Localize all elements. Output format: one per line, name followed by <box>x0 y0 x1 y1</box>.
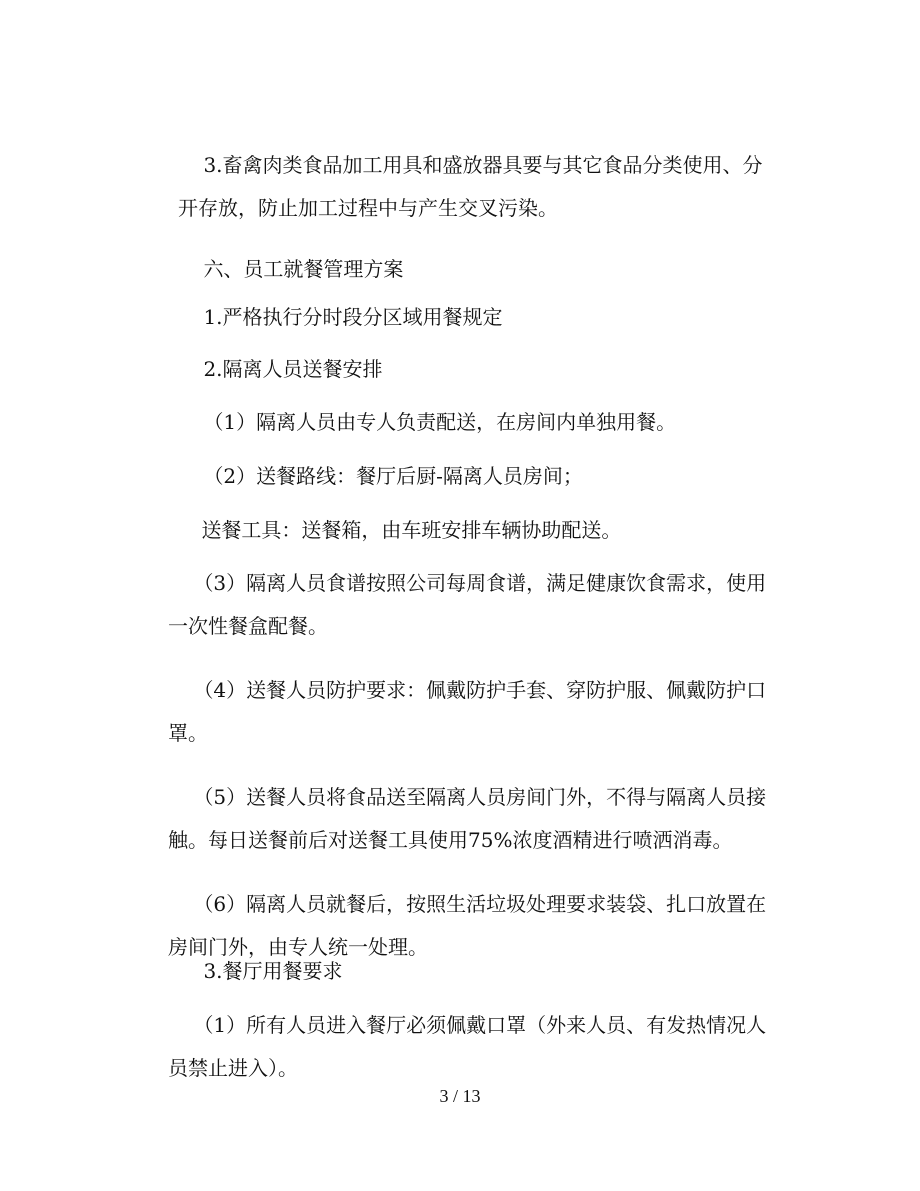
page-number: 3 / 13 <box>439 1086 481 1106</box>
paragraph-delivery-tools-text: 送餐工具：送餐箱，由车班安排车辆协助配送。 <box>201 518 622 542</box>
paragraph-item-2-text: 2.隔离人员送餐安排 <box>203 357 383 381</box>
paragraph-1-text: 3.畜禽肉类食品加工用具和盛放器具要与其它食品分类使用、分开存放，防止加工过程中与产生交叉污染。 <box>178 153 763 220</box>
paragraph-subitem-3-text: （3）隔离人员食谱按照公司每周食谱，满足健康饮食需求，使用一次性餐盒配餐。 <box>168 571 767 638</box>
section-heading-text: 六、员工就餐管理方案 <box>203 257 404 281</box>
paragraph-subitem-5-text: （5）送餐人员将食品送至隔离人员房间门外，不得与隔离人员接触。每日送餐前后对送餐工具使用75%浓度酒精进行喷洒消毒。 <box>168 785 767 852</box>
paragraph-item-3-text: 3.餐厅用餐要求 <box>203 959 343 983</box>
paragraph-subitem-1-text: （1）隔离人员由专人负责配送，在房间内单独用餐。 <box>203 410 677 434</box>
paragraph-item-3-subitem-1-text: （1）所有人员进入餐厅必须佩戴口罩（外来人员、有发热情况人员禁止进入）。 <box>168 1013 767 1080</box>
paragraph-subitem-2-text: （2）送餐路线：餐厅后厨-隔离人员房间； <box>203 464 583 488</box>
paragraph-item-1-text: 1.严格执行分时段分区域用餐规定 <box>203 305 503 329</box>
paragraph-subitem-6-text: （6）隔离人员就餐后，按照生活垃圾处理要求装袋、扎口放置在房间门外，由专人统一处理。 <box>168 892 767 959</box>
paragraph-subitem-4-text: （4）送餐人员防护要求：佩戴防护手套、穿防护服、佩戴防护口罩。 <box>168 678 767 745</box>
